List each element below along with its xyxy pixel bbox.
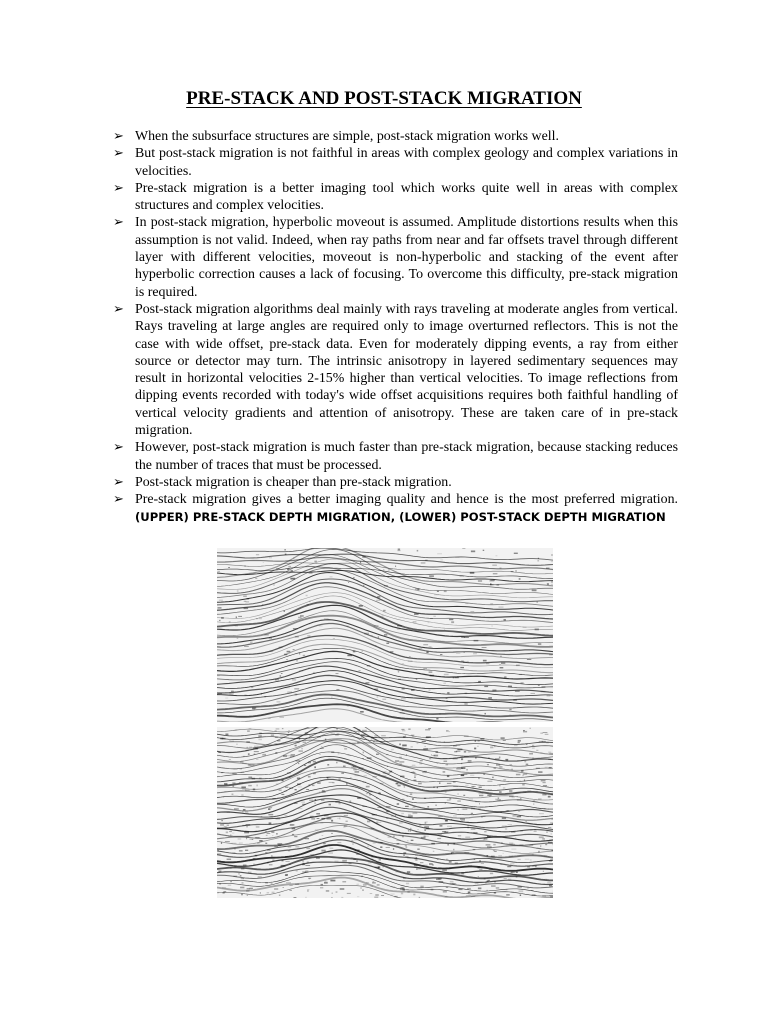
page-title: PRE-STACK AND POST-STACK MIGRATION <box>186 88 582 109</box>
bullet-item <box>104 491 678 526</box>
arrow-bullet-icon: ➢ <box>113 146 124 162</box>
arrow-bullet-icon: ➢ <box>113 301 124 317</box>
arrow-bullet-icon: ➢ <box>113 492 124 508</box>
arrow-bullet-icon: ➢ <box>113 215 124 231</box>
bullet-text: Pre-stack migration gives a better imaging quality and hence is the most preferred migration. <box>135 492 678 508</box>
bullet-item <box>104 180 678 215</box>
pre-stack-migration-image <box>217 548 553 722</box>
bullet-item <box>104 145 678 180</box>
arrow-bullet-icon: ➢ <box>113 180 124 196</box>
figure-caption: (UPPER) PRE-STACK DEPTH MIGRATION, (LOWER) POST-STACK DEPTH MIGRATION <box>135 509 666 524</box>
bullet-item <box>104 128 678 145</box>
bullet-item <box>104 214 678 300</box>
bullet-list <box>104 128 678 526</box>
arrow-bullet-icon: ➢ <box>113 474 124 490</box>
bullet-item <box>104 474 678 491</box>
post-stack-migration-image <box>217 727 553 898</box>
bullet-text: When the subsurface structures are simple, post-stack migration works well. <box>135 129 559 144</box>
arrow-bullet-icon: ➢ <box>113 440 124 456</box>
bullet-text: But post-stack migration is not faithful in areas with complex geology and complex variations in velocities. <box>135 146 678 179</box>
bullet-item <box>104 301 678 439</box>
bullet-text: However, post-stack migration is much faster than pre-stack migration, because stacking reduces the number of traces that must be processed. <box>135 440 678 473</box>
bullet-text: Post-stack migration algorithms deal mainly with rays traveling at moderate angles from vertical. Rays traveling at large angles are required only to image overturned reflectors. This is not the case with wide offset, pre-stack data. Even for moderately dipping events, a ray from either source or detector may turn. The intrinsic anisotropy in layered sedimentary sequences may result in horizontal velocities 2-15% higher than vertical velocities. To image reflections from dipping events recorded with today's wide offset acquisitions requires both faithful handling of vertical velocity gradients and attention of anisotropy. These are taken care of in pre-stack migration. <box>135 301 678 439</box>
bullet-text: Pre-stack migration is a better imaging tool which works quite well in areas with complex structures and complex velocities. <box>135 180 678 214</box>
bullet-text: Post-stack migration is cheaper than pre-stack migration. <box>135 474 452 490</box>
arrow-bullet-icon: ➢ <box>113 129 124 144</box>
bullet-item <box>104 439 678 474</box>
bullet-text: In post-stack migration, hyperbolic moveout is assumed. Amplitude distortions results when this assumption is not valid. Indeed, when ray paths from near and far offsets travel through different layer with different velocities, moveout is non-hyperbolic and stacking of the event after hyperbolic correction causes a lack of focusing. To overcome this difficulty, pre-stack migration is required. <box>135 215 678 300</box>
